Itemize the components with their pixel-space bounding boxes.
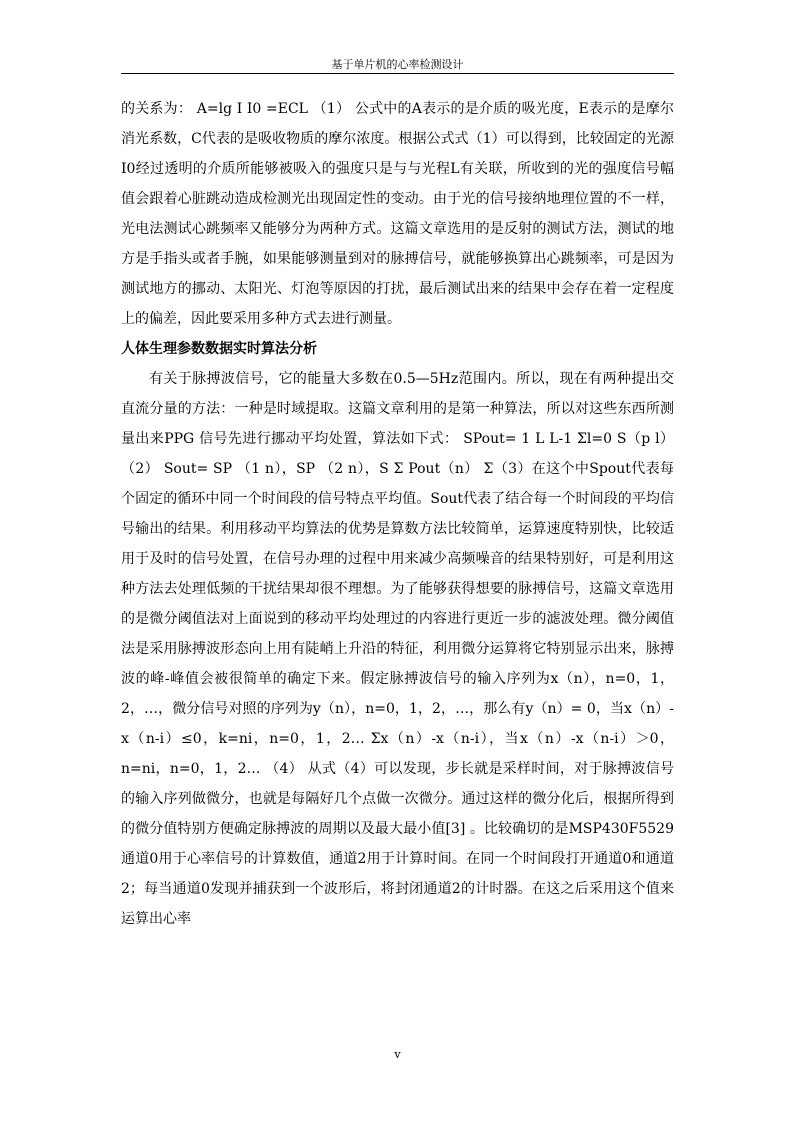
paragraph: 的关系为： A=lg I I0 =ECL （1） 公式中的A表示的是介质的吸光度，E表示的是摩尔消光系数，C代表的是吸收物质的摩尔浓度。根据公式式（1）可以得到，比较固定的光源I0经过透明的介质所能够被吸入的强度只是与与光程L有关联，所收到的光的强度信号幅值会跟着心脏跳动造成检测光出现固定性的变动。由于光的信号接纳地理位置的不一样，光电法测试心跳频率又能够分为两种方式。这篇文章选用的是反射的测试方法，测试的地方是手指头或者手腕，如果能够测量到对的脉搏信号，就能够换算出心跳频率，可是因为测试地方的挪动、太阳光、灯泡等原因的打扰，最后测试出来的结果中会存在着一定程度上的偏差，因此要采用多种方式去进行测量。 xyxy=(121,101,674,327)
body-text xyxy=(121,94,674,934)
page-number: v xyxy=(394,1048,401,1061)
header-divider xyxy=(121,73,674,74)
paragraph: 有关于脉搏波信号，它的能量大多数在0.5—5Hz范围内。所以，现在有两种提出交直流分量的方法：一种是时域提取。这篇文章利用的是第一种算法，所以对这些东西所测量出来PPG 信号先进行挪动平均处置，算法如下式： SPout= 1 L L-1 Σl=0 S（p l） （2） Sout= SP （1 n），SP （2 n），S Σ Pout（n） Σ（3）在这个中Spout代表每个固定的循环中同一个时间段的信号特点平均值。Sout代表了结合每一个时间段的平均信号输出的结果。利用移动平均算法的优势是算数方法比较简单，运算速度特别快，比较适用于及时的信号处置，在信号办理的过程中用来减少高频噪音的结果特别好，可是利用这种方法去处理低频的干扰结果却很不理想。为了能够获得想要的脉搏信号，这篇文章选用的是微分阈值法对上面说到的移动平均处理过的内容进行更近一步的滤波处理。微分阈值法是采用脉搏波形态向上用有陡峭上升沿的特征，利用微分运算将它特别显示出来，脉搏波的峰-峰值会被很简单的确定下来。假定脉搏波信号的输入序列为x（n），n=0，1，2，…，微分信号对照的序列为y（n），n=0，1，2，…，那么有y（n）= 0，当x（n）-x（n-i）≤0，k=ni，n=0，1，2… Σx（n）-x（n-i），当x（n）-x（n-i）＞0，n=ni，n=0，1，2… （4） 从式（4）可以发现，步长就是采样时间，对于脉搏波信号的输入序列做微分，也就是每隔好几个点做一次微分。通过这样的微分化后，根据所得到的微分值特别方便确定脉搏波的周期以及最大最小值[3] 。比较确切的是MSP430F5529通道0用于心率信号的计算数值，通道2用于计算时间。在同一个时间段打开通道0和通道2；每当通道0发现并捕获到一个波形后，将封闭通道2的计时器。在这之后采用这个值来运算出心率 xyxy=(121,371,674,927)
section-heading: 人体生理参数数据实时算法分析 xyxy=(121,341,317,357)
running-header: 基于单片机的心率检测设计 xyxy=(331,58,464,71)
